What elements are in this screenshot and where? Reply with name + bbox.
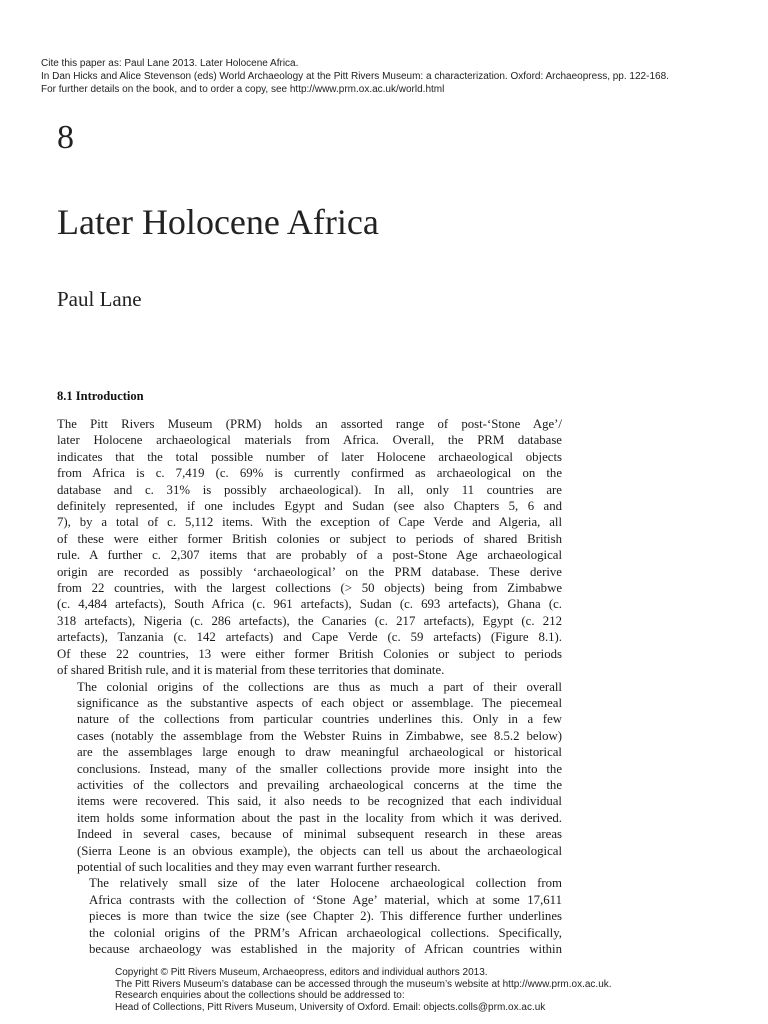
- text-line: The Pitt Rivers Museum (PRM) holds an assorted range of post-‘Stone Age’/: [57, 417, 562, 431]
- text-line: database and c. 31% is possibly archaeological). In all, only 11 countries are: [57, 482, 562, 497]
- text-line: Of these 22 countries, 13 were either former British Colonies or subject to periods: [57, 646, 562, 661]
- text-line: definitely represented, if one includes Egypt and Sudan (see also Chapters 5, 6 and: [57, 499, 562, 514]
- footer-line: Copyright © Pitt Rivers Museum, Archaeopress, editors and individual authors 2013.: [115, 967, 488, 978]
- paragraph: [57, 875, 562, 957]
- text-line: are the assemblages large enough to draw meaningful archaeological or historical: [77, 745, 562, 760]
- text-line: of shared British rule, and it is material from these territories that dominate.: [57, 663, 445, 678]
- text-line: (Sierra Leone is an obvious example), the objects can tell us about the archaeological: [77, 843, 562, 858]
- text-line: 7), by a total of c. 5,112 items. With the exception of Cape Verde and Algeria, all: [57, 515, 562, 530]
- paragraph: [57, 679, 562, 876]
- text-line: because archaeology was established in the majority of African countries within: [89, 942, 562, 956]
- text-line: pieces is more than twice the size (see Chapter 2). This difference further underlines: [89, 909, 562, 924]
- text-line: item holds some information about the past in the locality from which it was derived.: [77, 810, 562, 825]
- footer-line: Head of Collections, Pitt Rivers Museum, University of Oxford. Email: objects.colls@prm.ox.ac.uk: [115, 1001, 546, 1013]
- copyright-footer: [115, 967, 735, 1013]
- text-line: (c. 4,484 artefacts), South Africa (c. 961 artefacts), Sudan (c. 693 artefacts), Ghana (c.: [57, 597, 562, 612]
- paragraph: [57, 416, 562, 679]
- text-line: artefacts), Tanzania (c. 142 artefacts) and Cape Verde (c. 59 artefacts) (Figure 8.1).: [57, 630, 562, 645]
- text-line: items were recovered. This said, it also needs to be recognized that each individual: [77, 794, 562, 809]
- footer-line: The Pitt Rivers Museum’s database can be accessed through the museum’s website at http://www.prm.ox.ac.uk.: [115, 978, 612, 990]
- footer-line: Research enquiries about the collections should be addressed to:: [115, 990, 405, 1001]
- text-line: significance as the substantive aspects of each object or assemblage. The piecemeal: [77, 695, 562, 710]
- chapter-title: Later Holocene Africa: [57, 202, 379, 242]
- text-line: from 22 countries, with the largest collections (> 50 objects) being from Zimbabwe: [57, 581, 562, 596]
- text-line: rule. A further c. 2,307 items that are probably of a post-Stone Age archaeological: [57, 548, 562, 563]
- citation-line: For further details on the book, and to order a copy, see http://www.prm.ox.ac.uk/world.html: [41, 84, 445, 95]
- body-text: [57, 416, 562, 957]
- citation-line: In Dan Hicks and Alice Stevenson (eds) World Archaeology at the Pitt Rivers Museum: a characterization. Oxford: Archaeopress, pp. 122-168.: [41, 71, 669, 82]
- text-line: Africa contrasts with the collection of ‘Stone Age’ material, which at some 17,611: [89, 892, 562, 907]
- text-line: conclusions. Instead, many of the smaller collections provide more insight into the: [77, 761, 562, 776]
- text-line: from Africa is c. 7,419 (c. 69% is currently confirmed as archaeological on the: [57, 466, 562, 481]
- text-line: origin are recorded as possibly ‘archaeological’ on the PRM database. These derive: [57, 564, 562, 579]
- text-line: The colonial origins of the collections are thus as much a part of their overall: [77, 679, 562, 694]
- citation-block: [41, 57, 741, 96]
- text-line: the colonial origins of the PRM’s African archaeological collections. Specifically,: [89, 925, 562, 940]
- text-line: activities of the collectors and prevailing archaeological concerns at the time the: [77, 777, 562, 792]
- text-line: indicates that the total possible number of later Holocene archaeological objects: [57, 449, 562, 464]
- section-heading: 8.1 Introduction: [57, 389, 144, 403]
- text-line: 318 artefacts), Nigeria (c. 286 artefacts), the Canaries (c. 217 artefacts), Egypt (c. 212: [57, 613, 562, 628]
- text-line: later Holocene archaeological materials from Africa. Overall, the PRM database: [57, 433, 562, 448]
- chapter-number: 8: [57, 119, 74, 156]
- chapter-author: Paul Lane: [57, 287, 142, 311]
- text-line: cases (notably the assemblage from the Webster Ruins in Zimbabwe, see 8.5.2 below): [77, 728, 562, 743]
- text-line: nature of the collections from particular countries underlines this. Only in a few: [77, 712, 562, 727]
- text-line: Indeed in several cases, because of minimal subsequent research in these areas: [77, 827, 562, 842]
- text-line: of these were either former British colonies or subject to periods of shared British: [57, 531, 562, 546]
- text-line: potential of such localities and they may even warrant further research.: [77, 859, 441, 874]
- text-line: The relatively small size of the later Holocene archaeological collection from: [89, 876, 562, 891]
- citation-line: Cite this paper as: Paul Lane 2013. Later Holocene Africa.: [41, 58, 299, 69]
